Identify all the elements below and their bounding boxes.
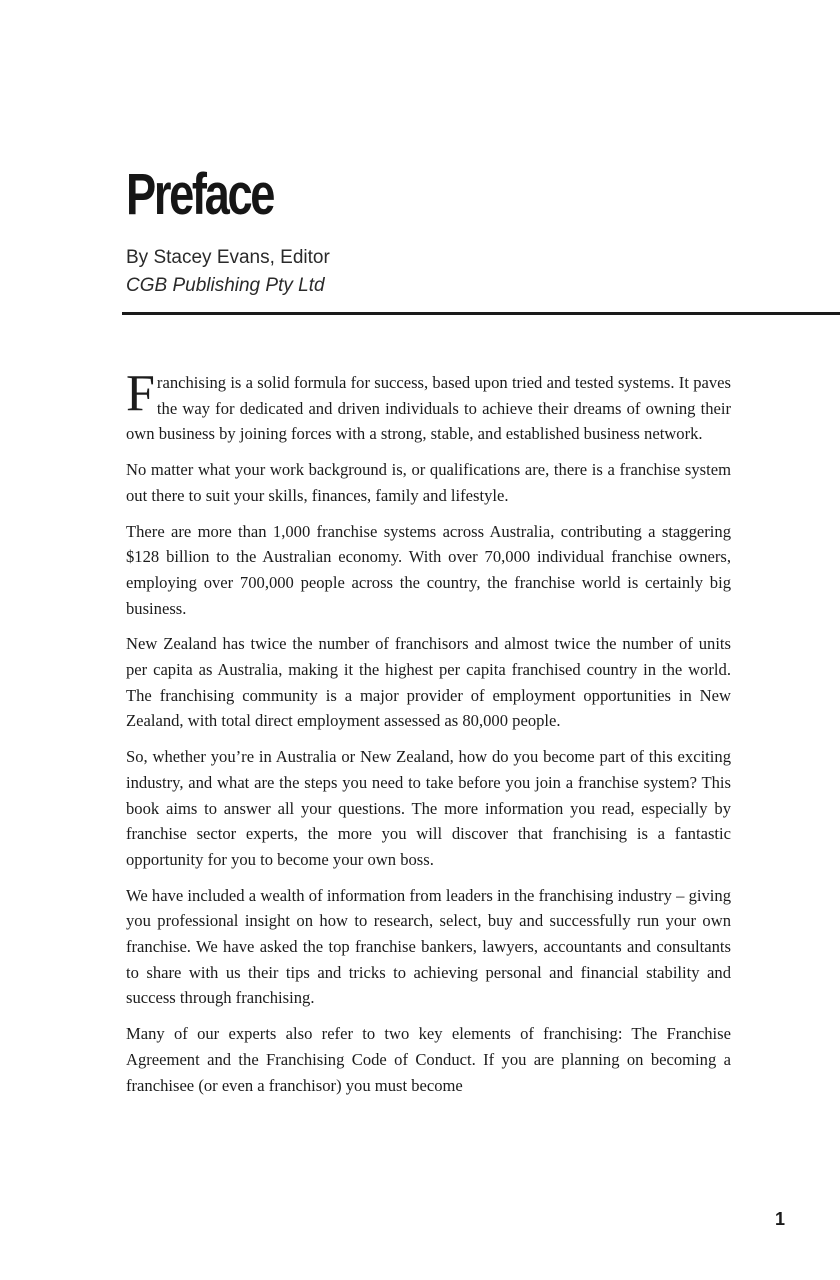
- publisher-line: CGB Publishing Pty Ltd: [126, 275, 325, 296]
- page-title: Preface: [126, 162, 274, 227]
- paragraph-6: We have included a wealth of information from leaders in the franchising industry – giving you professional insight on how to research, select, buy and successfully run your own franchise. We have asked the top franchise bankers, lawyers, accountants and consultants to share with us their tips and tricks to achieving personal and financial stability and success through franchising.: [126, 885, 731, 1008]
- byline: [126, 244, 330, 300]
- drop-cap: F: [126, 365, 155, 422]
- header-divider: [122, 312, 840, 315]
- page-number: 1: [774, 1209, 785, 1229]
- paragraph-1: [126, 365, 731, 447]
- paragraph-7: Many of our experts also refer to two key elements of franchising: The Franchise Agreement and the Franchising Code of Conduct. If you are planning on becoming a franchisee (or even a franchisor) you must become: [126, 1024, 731, 1095]
- paragraph-3: There are more than 1,000 franchise systems across Australia, contributing a staggering $128 billion to the Australian economy. With over 70,000 individual franchise owners, employing over 700,000 people across the country, the franchise world is certainly big business.: [126, 521, 731, 618]
- paragraph-5: So, whether you’re in Australia or New Zealand, how do you become part of this exciting industry, and what are the steps you need to take before you join a franchise system? This book aims to answer all your questions. The more information you read, especially by franchise sector experts, the more you will discover that franchising is a fantastic opportunity for you to become your own boss.: [126, 747, 731, 869]
- paragraph-4: New Zealand has twice the number of franchisors and almost twice the number of units per capita as Australia, making it the highest per capita franchised country in the world. The franchising community is a major provider of employment opportunities in New Zealand, with total direct employment assessed as 80,000 people.: [126, 634, 731, 731]
- author-line: By Stacey Evans, Editor: [126, 247, 330, 268]
- body-text: [126, 365, 731, 1108]
- paragraph-2: No matter what your work background is, or qualifications are, there is a franchise system out there to suit your skills, finances, family and lifestyle.: [126, 460, 731, 505]
- paragraph-1-text: ranchising is a solid formula for success, based upon tried and tested systems. It paves the way for dedicated and driven individuals to achieve their dreams of owning their own business by joining forces with a strong, stable, and established business network.: [126, 373, 731, 444]
